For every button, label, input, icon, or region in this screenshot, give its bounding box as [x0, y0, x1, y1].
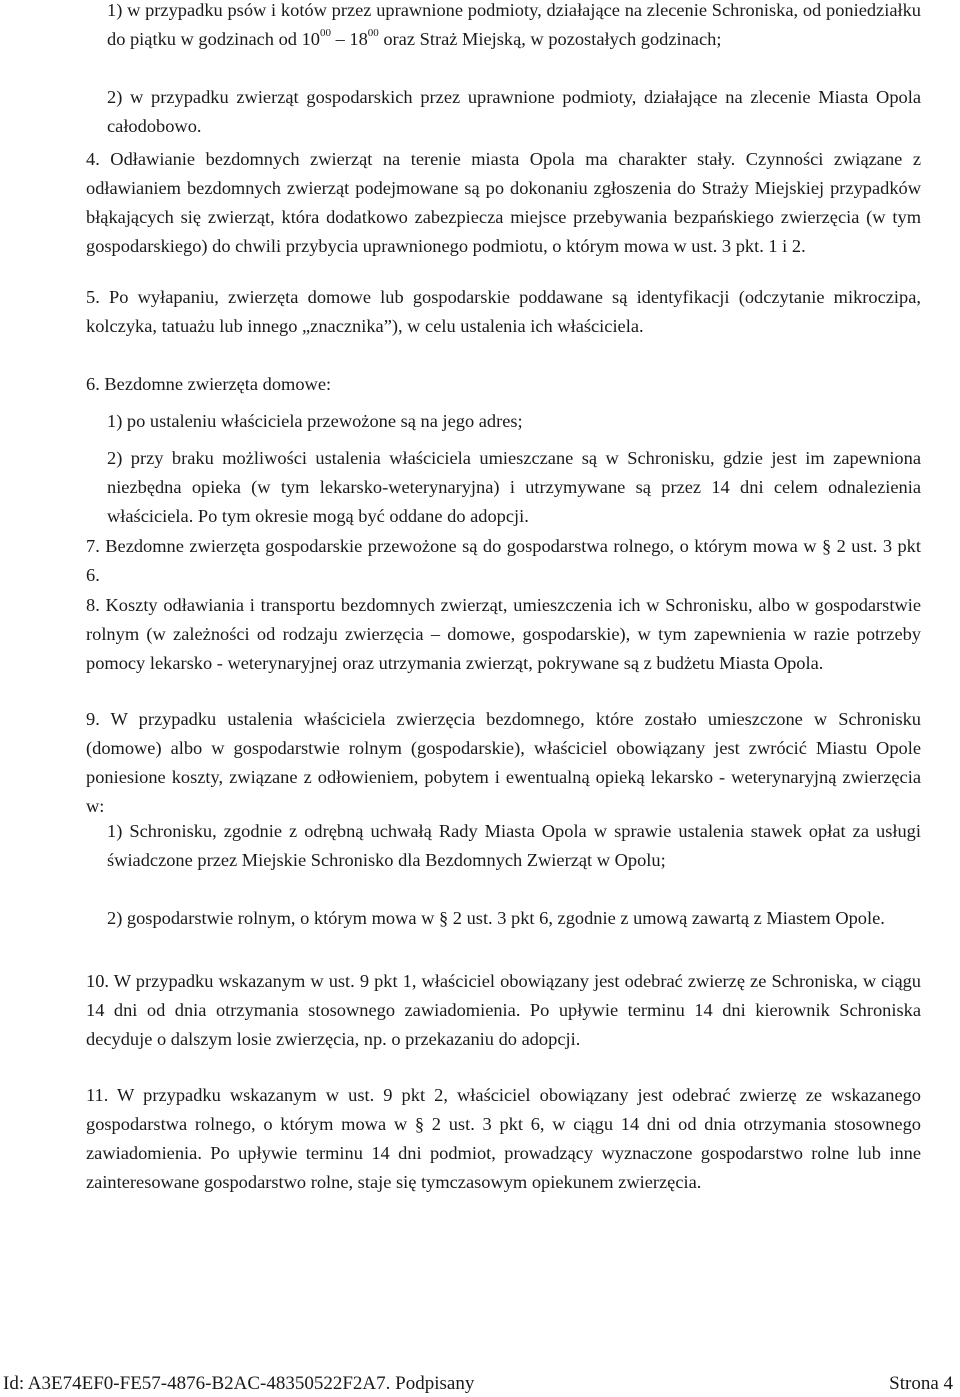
time-superscript-end: 00 — [367, 26, 379, 39]
paragraph-9: 9. W przypadku ustalenia właściciela zwierzęcia bezdomnego, które zostało umieszczone w Schronisku (domowe) albo w gospodarstwie rolnym (gospodarskie), właściciel obowiązany jest zwrócić Miastu Opole poniesione koszty, związane z odłowieniem, pobytem i ewentualną opieką lekarsko - weterynaryjną zwierzęcia w: — [86, 709, 921, 816]
document-id-signature: Id: A3E74EF0-FE57-4876-B2AC-48350522F2A7. Podpisany — [3, 1373, 475, 1394]
paragraph-3-1 — [107, 0, 921, 54]
paragraph-3-2: 2) w przypadku zwierząt gospodarskich przez uprawnione podmioty, działające na zlecenie Miasta Opola całodobowo. — [107, 87, 921, 136]
paragraph-6: 6. Bezdomne zwierzęta domowe: — [86, 374, 332, 394]
paragraph-3-1-text-b: – 18 — [330, 29, 368, 49]
paragraph-4: 4. Odławianie bezdomnych zwierząt na terenie miasta Opola ma charakter stały. Czynności związane z odławianiem bezdomnych zwierząt podejmowane są po dokonaniu zgłoszenia do Straży Miejskiej przypadków błąkających się zwierząt, która dodatkowo zabezpiecza miejsce przebywania bezpańskiego zwierzęcia (w tym gospodarskiego) do chwili przybycia uprawnionego podmiotu, o którym mowa w ust. 3 pkt. 1 i 2. — [86, 149, 921, 256]
time-superscript-start: 00 — [319, 26, 331, 39]
paragraph-10: 10. W przypadku wskazanym w ust. 9 pkt 1, właściciel obowiązany jest odebrać zwierzę ze Schroniska, w ciągu 14 dni od dnia otrzymania stosownego zawiadomienia. Po upływie terminu 14 dni kierownik Schroniska decyduje o dalszym losie zwierzęcia, np. o przekazaniu do adopcji. — [86, 971, 921, 1049]
paragraph-7: 7. Bezdomne zwierzęta gospodarskie przewożone są do gospodarstwa rolnego, o którym mowa w § 2 ust. 3 pkt 6. — [86, 536, 921, 585]
paragraph-5: 5. Po wyłapaniu, zwierzęta domowe lub gospodarskie poddawane są identyfikacji (odczytanie mikroczipa, kolczyka, tatuażu lub innego „znacznika”), w celu ustalenia ich właściciela. — [86, 287, 921, 336]
paragraph-6-2: 2) przy braku możliwości ustalenia właściciela umieszczane są w Schronisku, gdzie jest im zapewniona niezbędna opieka (w tym lekarsko-weterynaryjna) i utrzymywane są przez 14 dni celem odnalezienia właściciela. Po tym okresie mogą być oddane do adopcji. — [107, 448, 921, 526]
paragraph-9-1: 1) Schronisku, zgodnie z odrębną uchwałą Rady Miasta Opola w sprawie ustalenia stawek opłat za usługi świadczone przez Miejskie Schronisko dla Bezdomnych Zwierząt w Opolu; — [107, 821, 921, 870]
paragraph-6-1: 1) po ustaleniu właściciela przewożone są na jego adres; — [107, 411, 523, 431]
paragraph-9-2: 2) gospodarstwie rolnym, o którym mowa w § 2 ust. 3 pkt 6, zgodnie z umową zawartą z Miastem Opole. — [107, 908, 885, 928]
paragraph-3-1-text-a: 1) w przypadku psów i kotów przez uprawnione podmioty, działające na zlecenie Schroniska, od poniedziałku do piątku w godzinach od 10 — [107, 0, 921, 49]
paragraph-11: 11. W przypadku wskazanym w ust. 9 pkt 2, właściciel obowiązany jest odebrać zwierzę ze wskazanego gospodarstwa rolnego, o którym mowa w § 2 ust. 3 pkt 6, w ciągu 14 dni od dnia otrzymania stosownego zawiadomienia. Po upływie terminu 14 dni podmiot, prowadzący wyznaczone gospodarstwo rolne lub inne zainteresowane gospodarstwo rolne, staje się tymczasowym opiekunem zwierzęcia. — [86, 1085, 921, 1192]
paragraph-8: 8. Koszty odławiania i transportu bezdomnych zwierząt, umieszczenia ich w Schronisku, albo w gospodarstwie rolnym (w zależności od rodzaju zwierzęcia – domowe, gospodarskie), w tym zapewnienia w razie potrzeby pomocy lekarsko - weterynaryjnej oraz utrzymania zwierząt, pokrywane są z budżetu Miasta Opola. — [86, 595, 921, 673]
paragraph-3-1-text-c: oraz Straż Miejską, w pozostałych godzinach; — [378, 29, 722, 49]
page-number: Strona 4 — [889, 1373, 953, 1394]
